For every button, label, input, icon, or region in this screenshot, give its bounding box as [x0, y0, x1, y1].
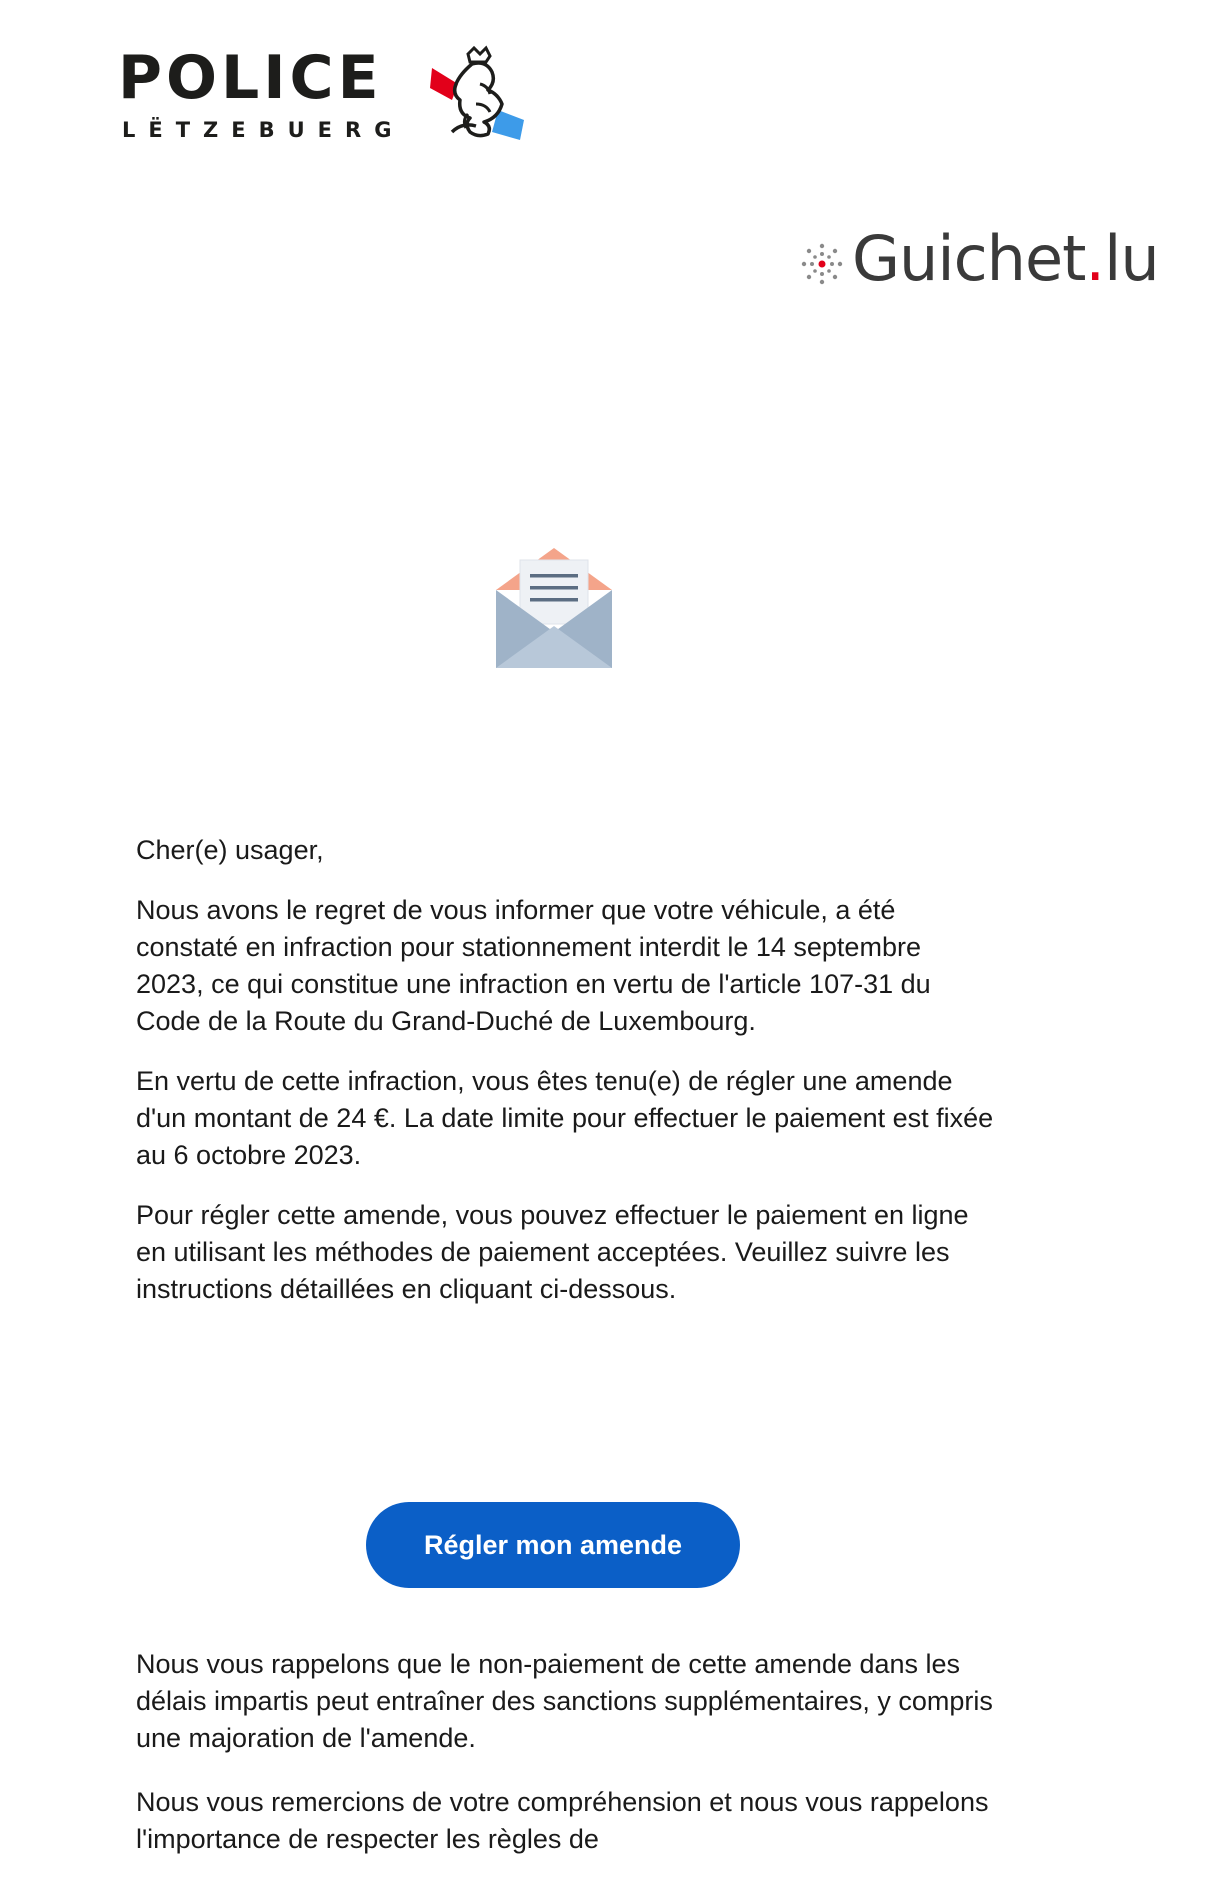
police-logo-word: POLICE	[118, 43, 383, 113]
guichet-dot: .	[1085, 222, 1105, 295]
police-emblem-icon	[428, 44, 528, 144]
pay-button-container	[366, 1502, 740, 1588]
paragraph-amount: En vertu de cette infraction, vous êtes tenu(e) de régler une amende d'un montant de 24 €. La date limite pour effectuer le paiement est fixée au 6 octobre 2023.	[136, 1066, 994, 1170]
pay-fine-button[interactable]: Régler mon amende	[366, 1502, 740, 1588]
greeting: Cher(e) usager,	[136, 835, 324, 865]
police-logo-subtitle: LËTZEBUERG	[122, 118, 405, 142]
guichet-logo	[800, 222, 1159, 298]
guichet-mark-icon	[800, 242, 844, 286]
paragraph-reminder: Nous vous rappelons que le non-paiement de cette amende dans les délais impartis peut entraîner des sanctions supplémentaires, y compris une majoration de l'amende.	[136, 1649, 993, 1753]
paragraph-infraction: Nous avons le regret de vous informer que votre véhicule, a été constaté en infraction pour stationnement interdit le 14 septembre 2023, ce qui constitue une infraction en vertu de l'article 107-31 du Code de la Route du Grand-Duché de Luxembourg.	[136, 895, 931, 1036]
email-body-bottom	[136, 1646, 996, 1885]
paragraph-payment: Pour régler cette amende, vous pouvez effectuer le paiement en ligne en utilisant les méthodes de paiement acceptées. Veuillez suivre les instructions détaillées en cliquant ci-dessous.	[136, 1200, 969, 1304]
guichet-logo-text	[852, 222, 1159, 295]
police-logo	[118, 43, 518, 148]
guichet-name: Guichet	[852, 222, 1086, 295]
envelope-icon	[494, 546, 614, 670]
guichet-tld: lu	[1104, 222, 1159, 295]
paragraph-thanks: Nous vous remercions de votre compréhension et nous vous rappelons l'importance de respecter les règles de	[136, 1787, 989, 1854]
email-body	[136, 832, 996, 1331]
